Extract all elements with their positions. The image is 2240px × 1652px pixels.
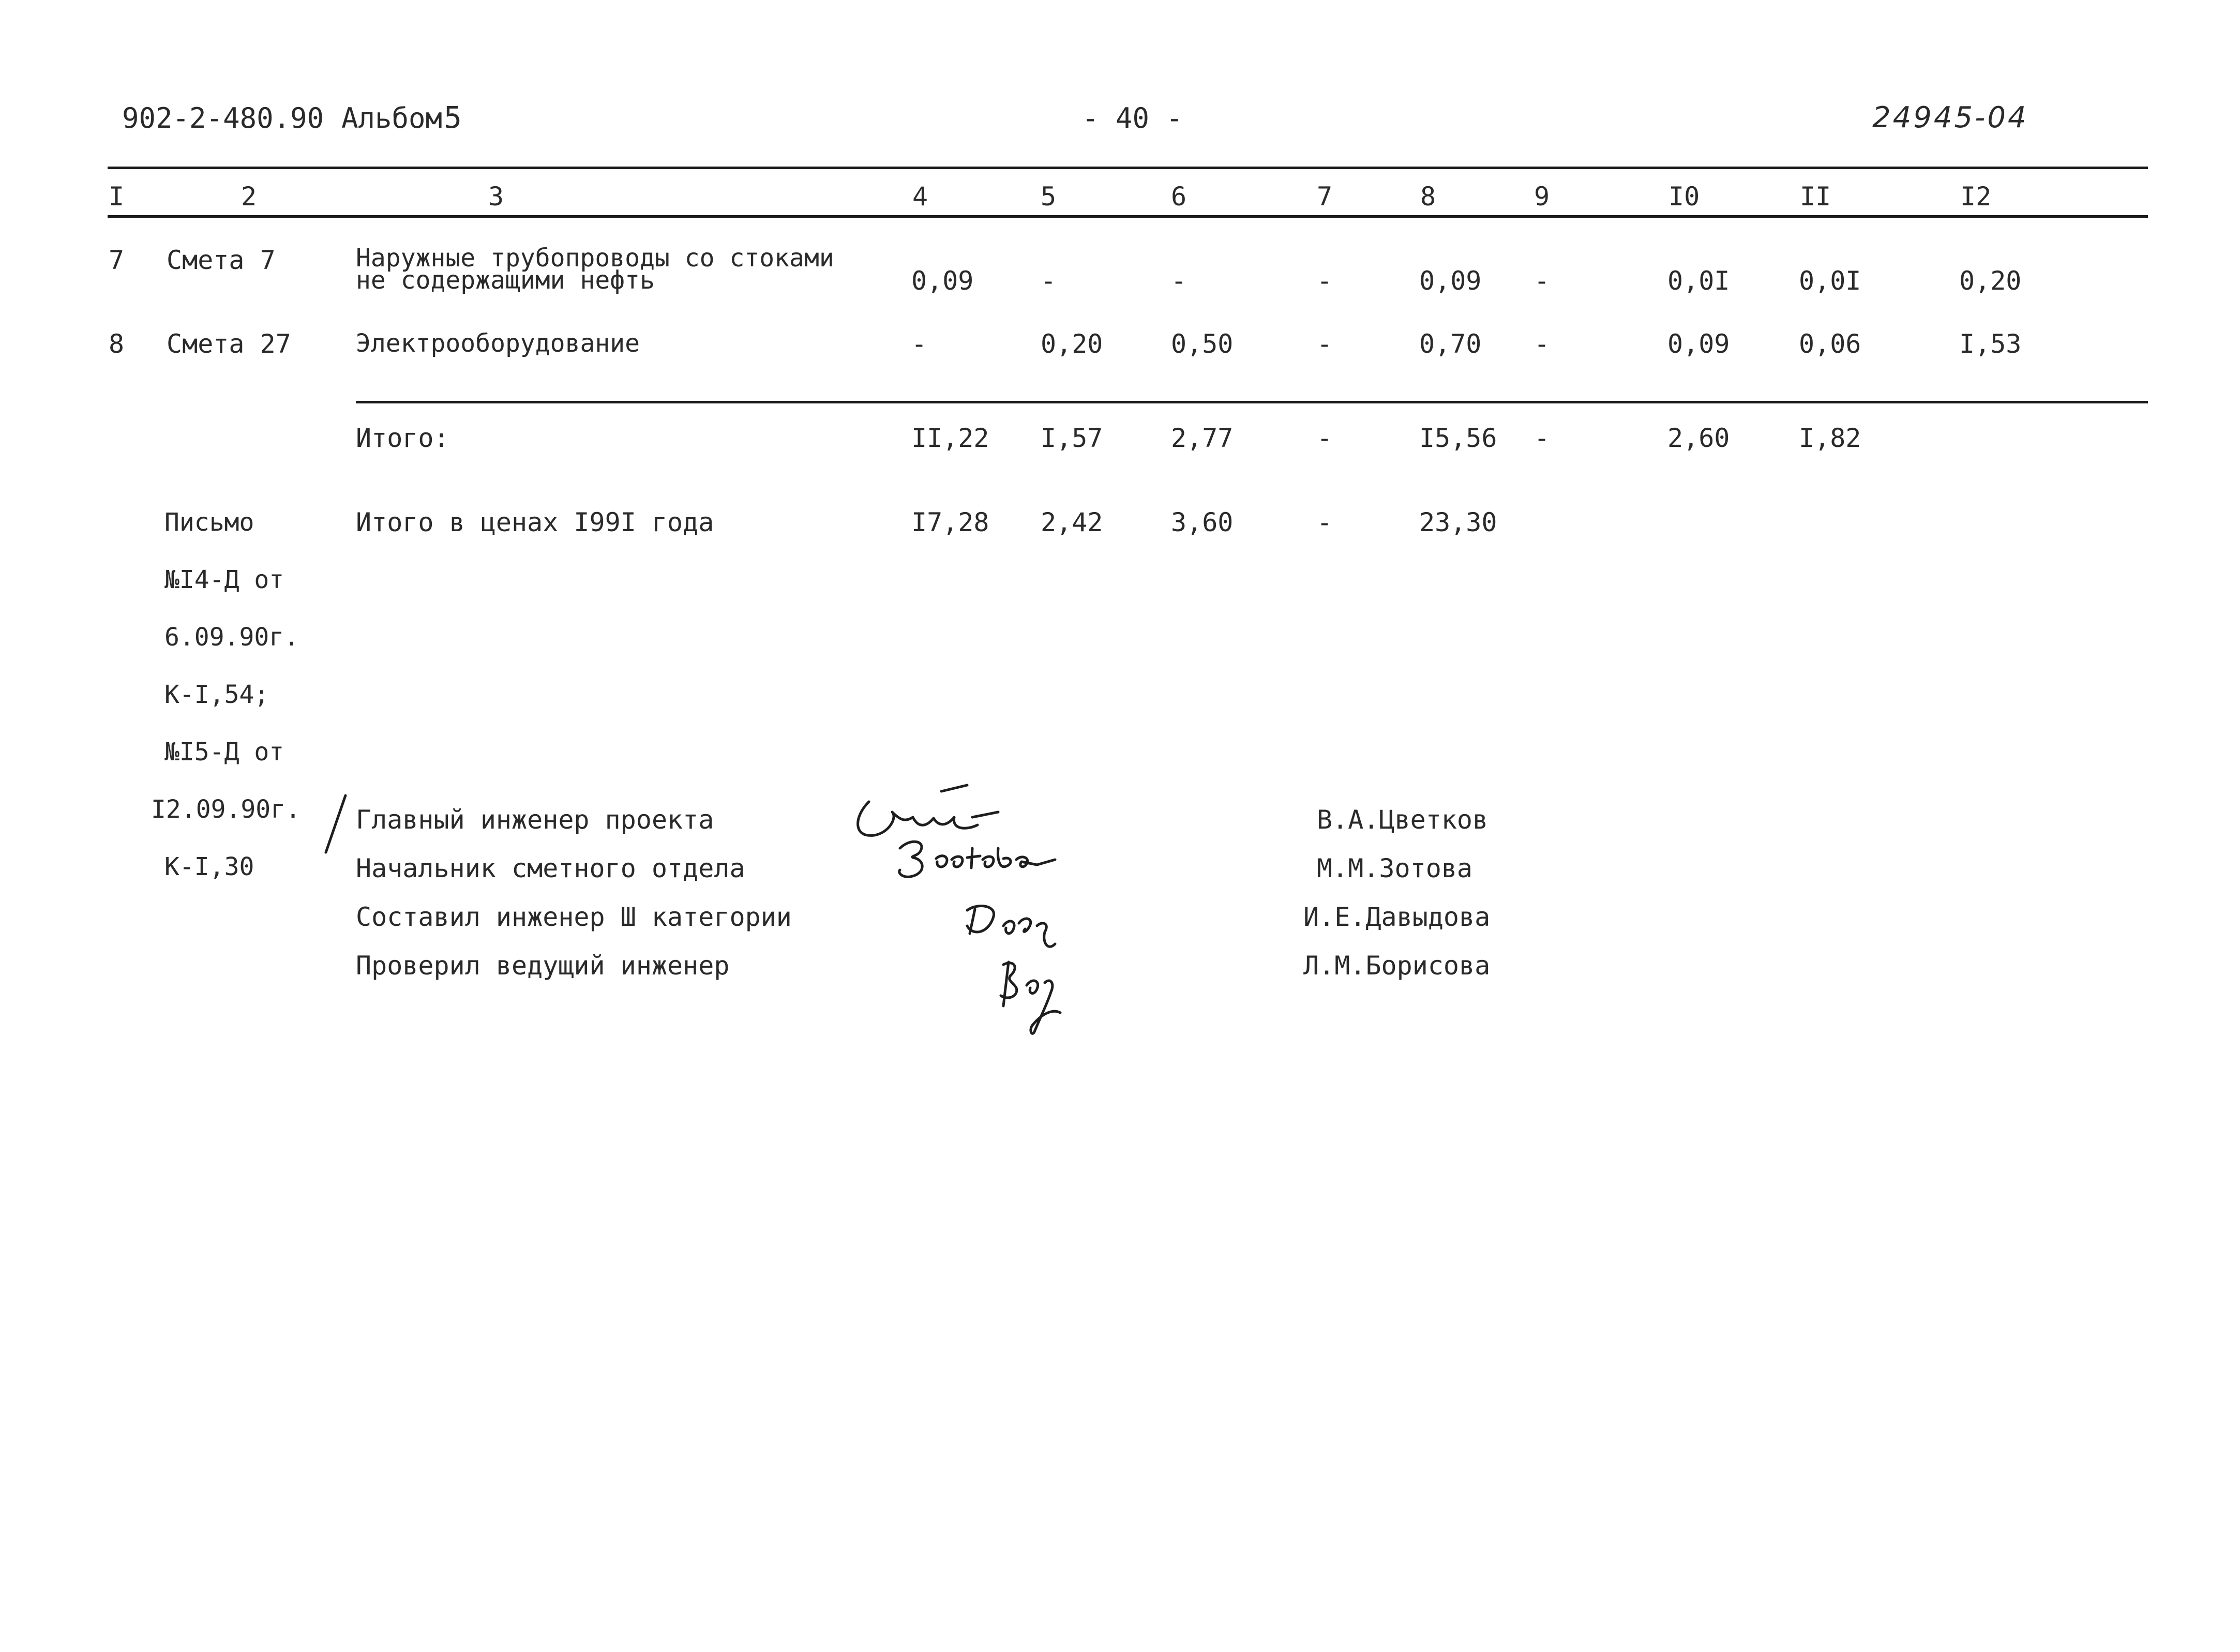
total-1991-label: Итого в ценах I99I года <box>356 507 714 537</box>
cell: 0,09 <box>1667 329 1730 359</box>
estimate-ref: Смета 7 <box>167 245 276 275</box>
cell: 0,50 <box>1171 329 1234 359</box>
item-name: Электрооборудование <box>356 329 640 358</box>
margin-stroke <box>321 791 352 859</box>
cell: 0,70 <box>1419 329 1482 359</box>
cell: I5,56 <box>1419 423 1497 453</box>
document-code: 902-2-480.90 <box>122 102 324 134</box>
column-header: I2 <box>1960 182 1992 212</box>
note-line: I2.09.90г. <box>151 795 300 824</box>
column-header: 4 <box>912 182 928 212</box>
column-header: 2 <box>241 182 257 212</box>
note-line: №I4-Д от <box>164 565 284 594</box>
column-header: 6 <box>1171 182 1187 212</box>
signatory-role: Составил инженер Ш категории <box>356 902 792 932</box>
column-header: II <box>1800 182 1831 212</box>
row-number: 7 <box>109 245 125 275</box>
cell: - <box>1534 329 1550 359</box>
item-name-cont: не содержащими нефть <box>356 266 655 295</box>
cell: - <box>1317 266 1333 296</box>
cell: 0,0I <box>1799 266 1861 296</box>
cell: 0,09 <box>1419 266 1482 296</box>
cell: I7,28 <box>911 507 989 537</box>
cell: - <box>1534 266 1550 296</box>
cell: I,53 <box>1959 329 2022 359</box>
cell: 3,60 <box>1171 507 1234 537</box>
signatory-role: Главный инженер проекта <box>356 805 714 835</box>
cell: - <box>1317 423 1333 453</box>
cell: - <box>1317 507 1333 537</box>
cell: I,82 <box>1799 423 1861 453</box>
column-header: 5 <box>1041 182 1057 212</box>
cell: 23,30 <box>1419 507 1497 537</box>
handwritten-signature-2 <box>890 828 1076 884</box>
table-header-rule <box>108 215 2148 218</box>
signatory-name: И.Е.Давыдова <box>1303 902 1491 932</box>
item-name: Наружные трубопроводы со стоками <box>356 244 834 273</box>
cell: - <box>1041 266 1057 296</box>
total-label: Итого: <box>356 423 449 453</box>
cell: 0,20 <box>1959 266 2022 296</box>
album-label: Альбом <box>341 102 443 134</box>
column-header: I0 <box>1668 182 1700 212</box>
column-header: I <box>109 182 125 212</box>
cell: 0,0I <box>1667 266 1730 296</box>
column-header: 8 <box>1420 182 1436 212</box>
cell: 2,77 <box>1171 423 1234 453</box>
column-header: 3 <box>488 182 504 212</box>
handwritten-signature-4 <box>983 952 1086 1045</box>
cell: II,22 <box>911 423 989 453</box>
sheet-number: 24945-04 <box>1872 101 2028 134</box>
note-line: №I5-Д от <box>164 738 284 767</box>
note-line: 6.09.90г. <box>164 623 299 652</box>
cell: 2,60 <box>1667 423 1730 453</box>
signatory-role: Начальник сметного отдела <box>356 853 745 883</box>
cell: 0,09 <box>911 266 974 296</box>
column-header: 7 <box>1317 182 1333 212</box>
signatory-name: В.А.Цветков <box>1317 805 1489 835</box>
signatory-name: Л.М.Борисова <box>1303 951 1491 981</box>
table-top-rule <box>108 167 2148 169</box>
row-number: 8 <box>109 329 125 359</box>
signatory-name: М.М.Зотова <box>1317 853 1473 883</box>
note-line: К-I,54; <box>164 680 269 709</box>
cell: - <box>1317 329 1333 359</box>
cell: I,57 <box>1041 423 1103 453</box>
column-header: 9 <box>1534 182 1550 212</box>
cell: - <box>911 329 927 359</box>
cell: 0,06 <box>1799 329 1861 359</box>
signatory-role: Проверил ведущий инженер <box>356 951 730 981</box>
note-line: К-I,30 <box>164 852 254 881</box>
note-line: Письмо <box>164 508 254 537</box>
cell: 2,42 <box>1041 507 1103 537</box>
cell: - <box>1534 423 1550 453</box>
letter-note <box>151 475 300 915</box>
page-number: - 40 - <box>1082 102 1183 134</box>
album-number: 5 <box>444 100 462 135</box>
cell: - <box>1171 266 1187 296</box>
estimate-ref: Смета 27 <box>167 329 291 359</box>
totals-rule <box>356 401 2148 403</box>
cell: 0,20 <box>1041 329 1103 359</box>
